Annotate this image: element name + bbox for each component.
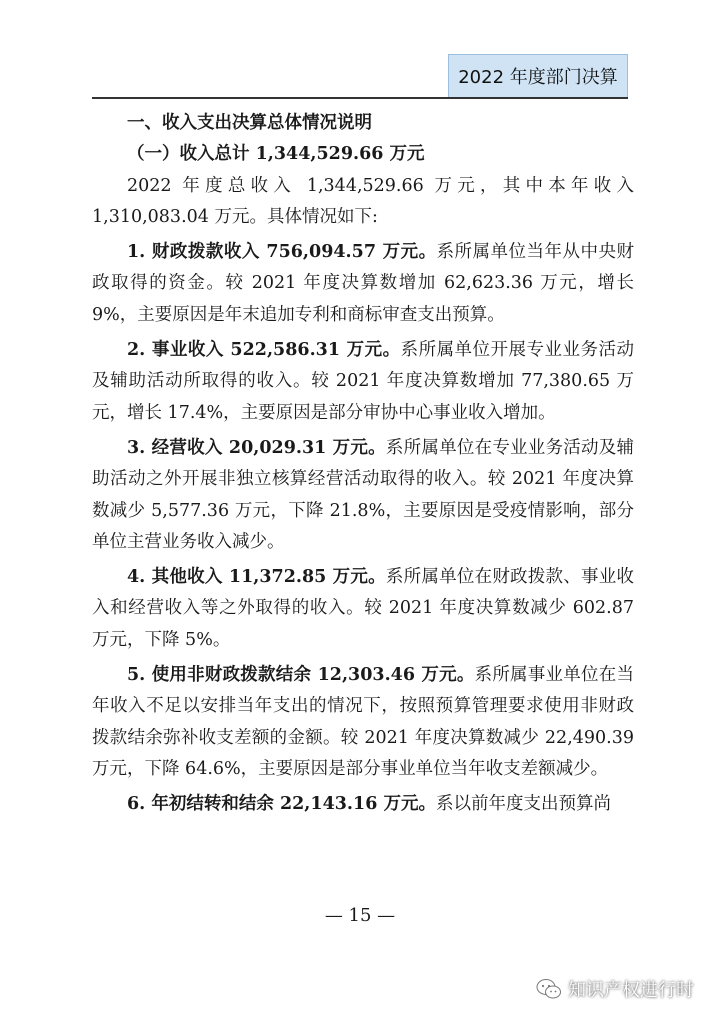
income-item-2	[92, 335, 634, 429]
income-item-3	[92, 433, 634, 558]
income-item-heading: 6. 年初结转和结余 22,143.16 万元。	[127, 794, 436, 815]
income-item-heading: 2. 事业收入 522,586.31 万元。	[127, 340, 401, 361]
income-item-text: 系所属单位在财政拨款、事业收入和经营收入等之外取得的收入。较 2021 年度决算数减少 602.87 万元，下降 5%。	[92, 567, 635, 650]
income-item-text: 系所属单位当年从中央财政取得的资金。较 2021 年度决算数增加 62,623.36 万元，增长 9%，主要原因是年末追加专利和商标审查支出预算。	[92, 242, 634, 325]
income-item-heading: 1. 财政拨款收入 756,094.57 万元。	[127, 242, 437, 263]
income-item-text: 系所属事业单位在当年收入不足以安排当年支出的情况下，按照预算管理要求使用非财政拨款结余弥补收支差额的金额。较 2021 年度决算数减少 22,490.39 万元，下降 64.6%，主要原因是部分事业单位当年收支差额减少。	[92, 665, 635, 779]
income-item-5	[92, 660, 634, 785]
income-item-text: 系所属单位在专业业务活动及辅助活动之外开展非独立核算经营活动取得的收入。较 2021 年度决算数减少 5,577.36 万元，下降 21.8%，主要原因是受疫情影响，部分单位主营业务收入减少。	[92, 437, 635, 552]
income-item-1	[92, 237, 634, 331]
income-item-text: 系以前年度支出预算尚	[435, 794, 611, 815]
watermark-text: 知识产权进行时	[568, 980, 694, 1001]
income-item-heading: 3. 经营收入 20,029.31 万元。	[127, 437, 386, 458]
section-title: 一、收入支出决算总体情况说明	[127, 113, 372, 133]
header-title: 2022 年度部门决算	[458, 67, 618, 88]
document-body	[92, 108, 634, 825]
section-subtitle: （一）收入总计 1,344,529.66 万元	[127, 144, 425, 165]
intro-paragraph: 2022 年度总收入 1,344,529.66 万元，其中本年收入 1,310,083.04 万元。具体情况如下:	[92, 175, 634, 227]
income-item-text: 系所属单位开展专业业务活动及辅助活动所取得的收入。较 2021 年度决算数增加 77,380.65 万元，增长 17.4%，主要原因是部分审协中心事业收入增加。	[92, 340, 634, 423]
income-item-6	[92, 789, 634, 820]
income-item-heading: 5. 使用非财政拨款结余 12,303.46 万元。	[127, 665, 475, 686]
header-title-tab	[448, 54, 628, 98]
header-rule	[92, 97, 628, 99]
page-number: — 15 —	[324, 905, 396, 926]
income-item-4	[92, 562, 634, 656]
watermark	[536, 974, 694, 1004]
income-item-heading: 4. 其他收入 11,372.85 万元。	[127, 567, 386, 588]
wechat-icon	[536, 978, 562, 1000]
